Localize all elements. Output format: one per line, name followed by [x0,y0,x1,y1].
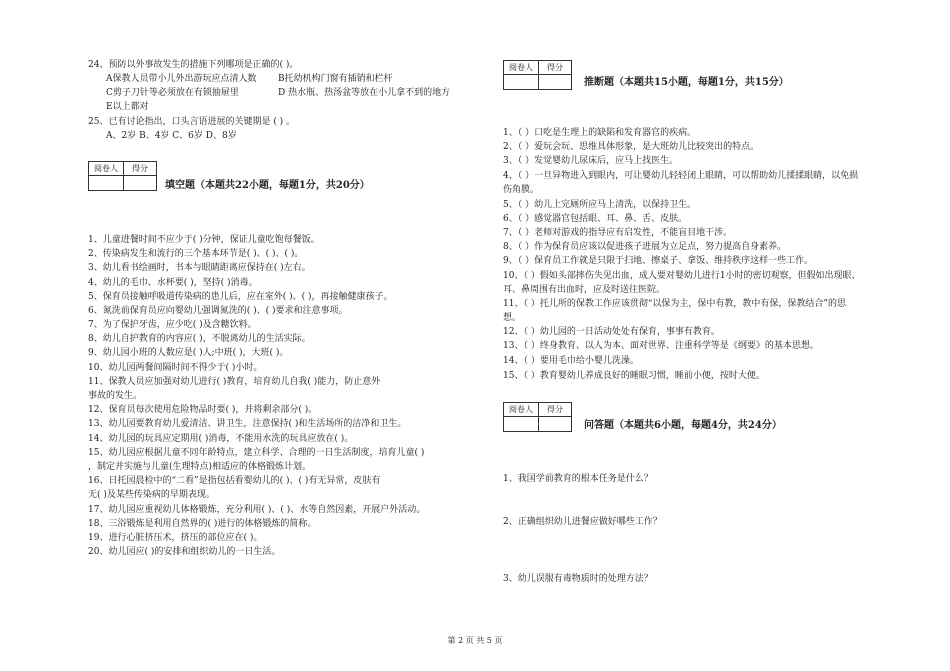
score-box-score-cell[interactable] [539,417,572,432]
judge-item-line: 9、（ ）保育员工作就是只限于扫地、擦桌子、拿饭、维持秩序这样一些工作。 [503,256,814,266]
score-box-fill [88,161,157,191]
judge-item-line: 想。 [503,313,522,323]
score-box-score-cell[interactable] [539,75,572,90]
score-box-score-label: 得分 [539,403,572,417]
fill-item-line: 无( )及某些传染病的早期表现。 [88,490,215,500]
fill-item-line: ，制定并实施与儿童(生理特点)相适应的体格锻炼计划。 [88,462,312,472]
q24-option-b: B托幼机构门窗有插销和栏杆 [278,74,393,84]
judge-item-line: 耳、鼻周围有出血时，应及时送往医院。 [503,285,666,295]
score-box-reviewer-label: 阅卷人 [504,403,539,417]
fill-item-line: 17、幼儿园应重视幼儿体格锻炼，充分利用( )、( )、水等自然因素，开展户外活动。 [88,505,426,515]
q24-option-e: E以上都对 [106,102,149,112]
judge-item-line: 3、（ ）发觉婴幼儿尿床后，应马上找医生。 [503,156,679,166]
fill-item-line: 8、幼儿自护教育的内容应( )，不脱离幼儿的生活实际。 [88,334,311,344]
fill-item-line: 16、日托园晨检中的“二看”是指包括看婴幼儿的( )、( )有无异常，皮肤有 [88,476,381,486]
score-box-score-label: 得分 [124,162,157,176]
score-box-reviewer-label: 阅卷人 [504,61,539,75]
fill-item-line: 7、为了保护牙齿，应少吃( )及含糖饮料。 [88,320,257,330]
score-box-reviewer-label: 阅卷人 [89,162,124,176]
q24-stem: 24、预防以外事故发生的措施下列哪项是正确的( )。 [88,60,299,70]
judge-item-line: 15、（ ）教育婴幼儿养成良好的睡眠习惯，睡前小便，按时大便。 [503,371,765,381]
fill-item-line: 18、三浴锻炼是利用自然界的( )进行的体格锻炼的简称。 [88,519,317,529]
fill-item-line: 5、保育员接触呼吸道传染病的患儿后，应在室外( )、( )，再接触健康孩子。 [88,292,393,302]
score-box-score-label: 得分 [539,61,572,75]
judge-item-line: 4、（ ）一旦异物进入到眼内，可让婴幼儿轻轻闭上眼睛，可以帮助幼儿揉揉眼睛，以免损 [503,171,859,181]
score-box-score-cell[interactable] [124,176,157,191]
judge-item-line: 14、（ ）要用毛巾给小婴儿洗澡。 [503,356,639,366]
judge-item-line: 5、（ ）幼儿上完厕所应马上清洗，以保持卫生。 [503,200,697,210]
qa-item-3: 3、幼儿误服有毒物质时的处理方法？ [503,574,653,584]
fill-item-line: 3、幼儿看书绘画时，书本与眼睛距离应保持在( )左右。 [88,263,311,273]
qa-section-title: 问答题（本题共6小题，每题4分，共24分） [584,420,782,431]
qa-item-1: 1、我国学前教育的根本任务是什么？ [503,474,653,484]
judge-item-line: 11、（ ）托儿所的保教工作应该贯彻“以保为主，保中有教，教中有保，保教结合”的思 [503,299,847,309]
score-box-judge [503,60,572,90]
score-box-reviewer-cell[interactable] [89,176,124,191]
qa-item-2: 2、正确组织幼儿进餐应做好哪些工作？ [503,517,662,527]
judge-item-line: 伤角膜。 [503,185,540,195]
fill-item-line: 20、幼儿园应( )的安排和组织幼儿的一日生活。 [88,547,281,557]
judge-item-line: 7、（ ）老师对游戏的指导应有启发性，不能盲目地干涉。 [503,228,733,238]
fill-item-line: 12、保育员每次使用危险物品时要( )，并将剩余部分( )。 [88,405,318,415]
q25-stem: 25、已有讨论指出，口头言语进展的关键期是 ( ) 。 [88,117,296,127]
fill-item-line: 6、氮洗前保育员应向婴幼儿强调氮洗的( )、( )要求和注意事项。 [88,306,348,316]
score-box-reviewer-cell[interactable] [504,417,539,432]
fill-item-line: 4、幼儿的毛巾、水杯要( )，坚持( )消毒。 [88,278,258,288]
q24-option-d: D 热水瓶、热汤盆等放在小儿拿不到的地方 [278,88,451,98]
judge-item-line: 12、（ ）幼儿园的一日活动处处有保育，事事有教育。 [503,327,720,337]
fill-item-line: 14、幼儿园的玩具应定期用( )消毒，不能用水洗的玩具应放在( )。 [88,434,354,444]
score-box-reviewer-cell[interactable] [504,75,539,90]
fill-item-line: 9、幼儿园小班的人数应是( )人;中班( )，大班( )。 [88,348,289,358]
fill-item-line: 11、保教人员应加强对幼儿进行( )教育，培育幼儿自我( )能力，防止意外 [88,377,381,387]
judge-item-line: 8、（ ）作为保育员应该以促进孩子进展为立足点，努力提高自身素养。 [503,242,787,252]
judge-item-line: 1、（ ）口吃是生理上的缺陷和发育器官的疾病。 [503,128,697,138]
fill-item-line: 10、幼儿园两餐间隔时间不得少于( )小时。 [88,363,263,373]
judge-item-line: 13、（ ）终身教育、以人为本、面对世界、注重科学等是《纲要》的基本思想。 [503,341,819,351]
judge-section-title: 推断题（本题共15小题，每题1分，共15分） [584,77,789,88]
judge-item-line: 2、（ ）爱玩会玩、思维具体形象，是大班幼儿比较突出的特点。 [503,142,760,152]
fill-item-line: 15、幼儿园应根据儿童不同年龄特点，建立科学、合理的一日生活制度，培育儿童( ) [88,448,425,458]
fill-item-line: 2、传染病发生和流行的三个基本环节是( )、( )、( )。 [88,249,304,259]
page-footer: 第 2 页 共 5 页 [447,636,503,645]
score-box-qa [503,402,572,432]
q24-option-a: A保教人员带小儿外出游玩应点清人数 [106,74,257,84]
judge-item-line: 6、（ ）感觉器官包括眼、耳、鼻、舌、皮肤。 [503,214,688,224]
fill-section-title: 填空题（本题共22小题，每题1分，共20分） [165,180,370,191]
fill-item-line: 1、儿童进餐时间不应少于( )分钟，保证儿童吃饱每餐饭。 [88,235,320,245]
q25-options: A、2岁 B、4岁 C、6岁 D、8岁 [106,131,237,141]
fill-item-line: 13、幼儿园要教育幼儿爱清洁、讲卫生，注意保持( )和生活场所的洁净和卫生。 [88,419,407,429]
fill-item-line: 事故的发生。 [88,391,143,401]
fill-item-line: 19、进行心脏挤压术，挤压的部位应在( )。 [88,533,263,543]
judge-item-line: 10、（ ）假如头部摔伤失见出血，成人要对婴幼儿进行1小时的密切观察，但假如出现眼、 [503,271,861,281]
q24-option-c: C剪子刀针等必须放在有锁抽屉里 [106,88,239,98]
